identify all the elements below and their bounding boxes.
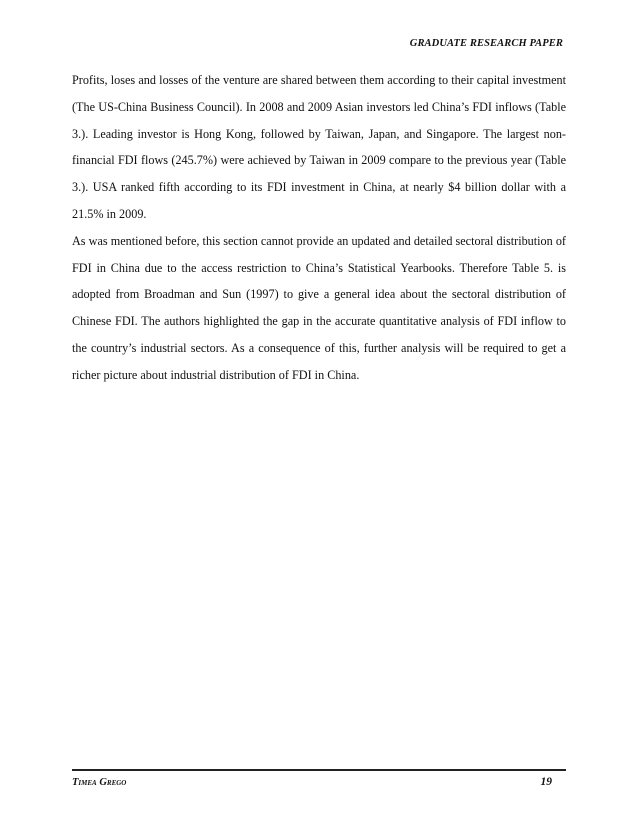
page-number: 19 bbox=[540, 776, 552, 788]
paragraph-1: Profits, loses and losses of the venture are shared between them according to their capital investment (The US-China Business Council). In 2008 and 2009 Asian investors led China’s FDI inflows (Table 3.). Leading investor is Hong Kong, followed by Taiwan, Japan, and Singapore. The largest non-financial FDI flows (245.7%) were achieved by Taiwan in 2009 compare to the previous year (Table 3.). USA ranked fifth according to its FDI investment in China, at nearly $4 billion dollar with a 21.5% in 2009. bbox=[72, 73, 566, 221]
paragraph-2: As was mentioned before, this section cannot provide an updated and detailed sectoral distribution of FDI in China due to the access restriction to China’s Statistical Yearbooks. Therefore Table 5. is adopted from Broadman and Sun (1997) to give a general idea about the sectoral distribution of Chinese FDI. The authors highlighted the gap in the accurate quantitative analysis of FDI inflow to the country’s industrial sectors. As a consequence of this, further analysis will be required to get a richer picture about industrial distribution of FDI in China. bbox=[72, 233, 566, 382]
running-header-title: GRADUATE RESEARCH PAPER bbox=[409, 38, 563, 49]
body-text bbox=[72, 67, 566, 389]
footer-rule bbox=[72, 769, 566, 771]
footer-author: Timea Grego bbox=[72, 777, 127, 788]
